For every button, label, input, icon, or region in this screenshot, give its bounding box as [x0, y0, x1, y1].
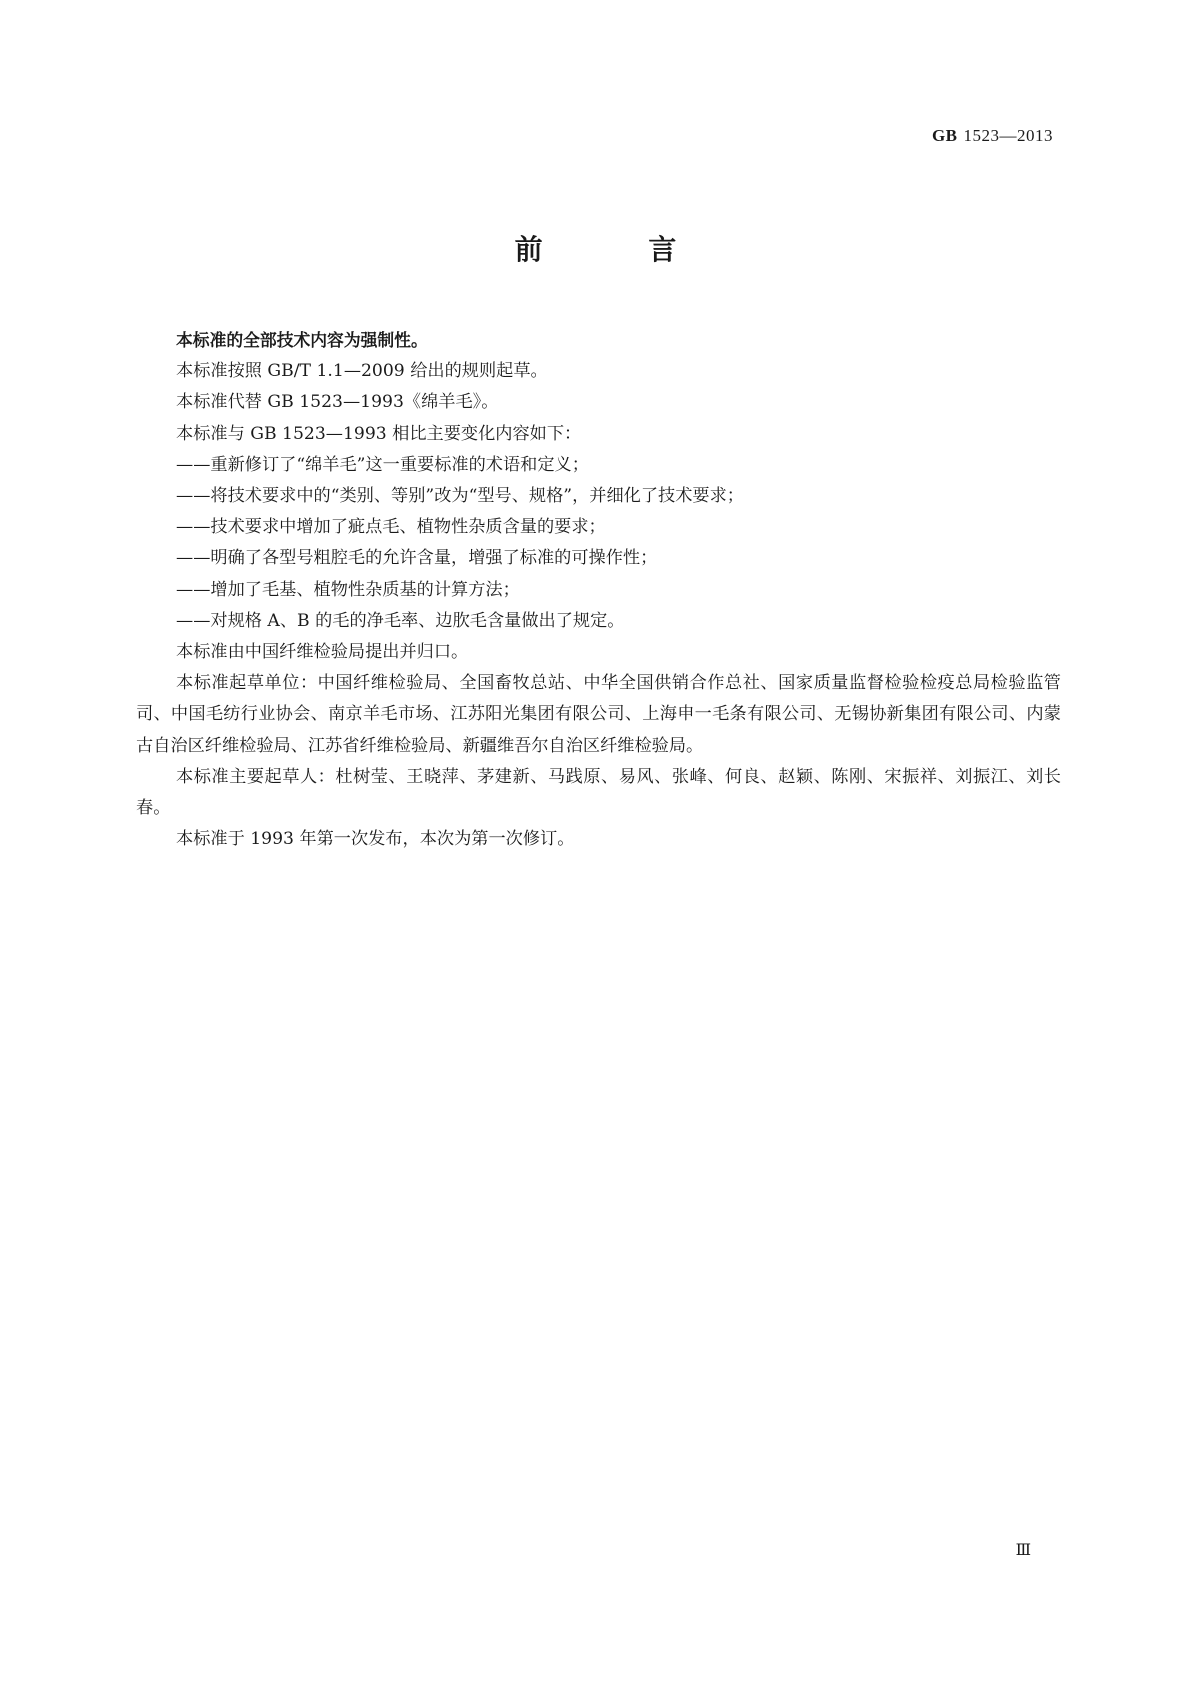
paragraph-replaces: 本标准代替 GB 1523—1993《绵羊毛》。: [176, 392, 499, 413]
paragraph-drafting-rules: 本标准按照 GB/T 1.1—2009 给出的规则起草。: [176, 361, 548, 382]
standard-number: [932, 126, 1053, 146]
paragraph-drafting-units: 本标准起草单位：中国纤维检验局、全国畜牧总站、中华全国供销合作总社、国家质量监督检验检疫总局检验监管司、中国毛纺行业协会、南京羊毛市场、江苏阳光集团有限公司、上海申一毛条有限公司、无锡协新集团有限公司、内蒙古自治区纤维检验局、江苏省纤维检验局、新疆维吾尔自治区纤维检验局。: [136, 673, 1061, 756]
mandatory-statement: 本标准的全部技术内容为强制性。: [176, 330, 428, 350]
page-title: 前 言: [514, 233, 725, 266]
change-item: ——重新修订了“绵羊毛”这一重要标准的术语和定义；: [176, 454, 589, 475]
change-item: ——明确了各型号粗腔毛的允许含量，增强了标准的可操作性；: [176, 548, 658, 569]
page-number: Ⅲ: [1015, 1542, 1031, 1559]
paragraph-changes-intro: 本标准与 GB 1523—1993 相比主要变化内容如下：: [176, 423, 582, 444]
change-item: ——技术要求中增加了疵点毛、植物性杂质含量的要求；: [176, 517, 606, 538]
change-item: ——增加了毛基、植物性杂质基的计算方法；: [176, 579, 520, 600]
paragraph-proposed-by: 本标准由中国纤维检验局提出并归口。: [176, 642, 469, 663]
paragraph-history: 本标准于 1993 年第一次发布，本次为第一次修订。: [176, 829, 575, 850]
standard-prefix: GB: [931, 126, 958, 145]
foreword-body: [136, 325, 1061, 855]
standard-code: 1523—2013: [963, 126, 1053, 145]
change-item: ——将技术要求中的“类别、等别”改为“型号、规格”，并细化了技术要求；: [176, 486, 744, 507]
change-item: ——对规格 A、B 的毛的净毛率、边肷毛含量做出了规定。: [176, 610, 625, 631]
paragraph-drafters: 本标准主要起草人：杜树莹、王晓萍、茅建新、马践原、易风、张峰、何良、赵颖、陈刚、宋振祥、刘振江、刘长春。: [136, 766, 1061, 819]
